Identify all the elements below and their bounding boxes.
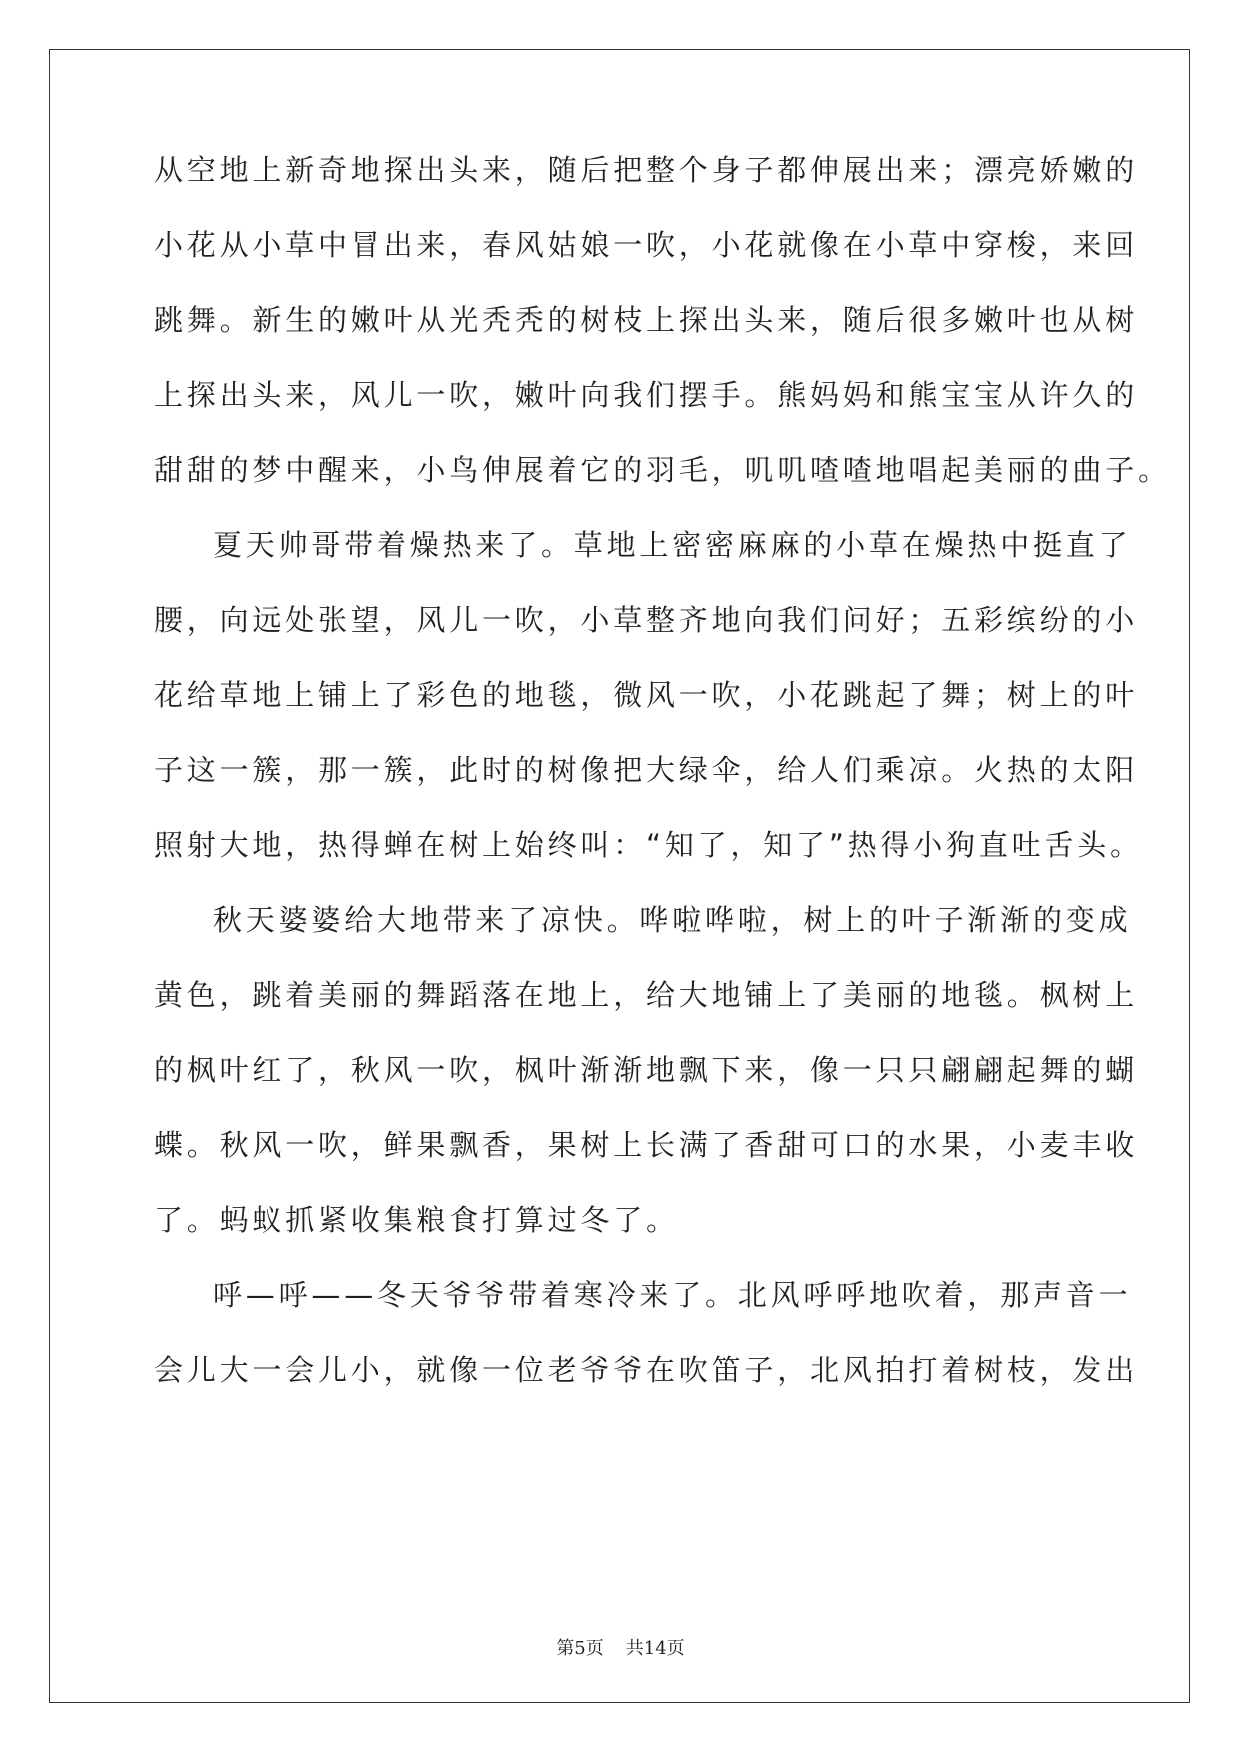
text-line: 小花从小草中冒出来，春风姑娘一吹，小花就像在小草中穿梭，来回 — [154, 228, 1139, 262]
page-number: 第5页 — [556, 1638, 604, 1659]
text-line: 从空地上新奇地探出头来，随后把整个身子都伸展出来；漂亮娇嫩的 — [154, 153, 1139, 187]
text-line: 照射大地，热得蝉在树上始终叫：“知了，知了”热得小狗直吐舌头。 — [154, 828, 1143, 862]
page-total: 共14页 — [625, 1638, 685, 1659]
text-line: 上探出头来，风儿一吹，嫩叶向我们摆手。熊妈妈和熊宝宝从许久的 — [154, 378, 1139, 412]
page-footer — [0, 1634, 1241, 1660]
text-line: 跳舞。新生的嫩叶从光秃秃的树枝上探出头来，随后很多嫩叶也从树 — [154, 303, 1139, 337]
text-line: 腰，向远处张望，风儿一吹，小草整齐地向我们问好；五彩缤纷的小 — [154, 603, 1139, 637]
text-line: 的枫叶红了，秋风一吹，枫叶渐渐地飘下来，像一只只翩翩起舞的蝴 — [154, 1053, 1139, 1087]
page-border — [49, 49, 1190, 1703]
text-line: 甜甜的梦中醒来，小鸟伸展着它的羽毛，叽叽喳喳地唱起美丽的曲子。 — [154, 453, 1171, 487]
paragraph-first-line: 呼—呼——冬天爷爷带着寒冷来了。北风呼呼地吹着，那声音一 — [213, 1278, 1132, 1312]
text-line: 子这一簇，那一簇，此时的树像把大绿伞，给人们乘凉。火热的太阳 — [154, 753, 1139, 787]
text-line: 花给草地上铺上了彩色的地毯，微风一吹，小花跳起了舞；树上的叶 — [154, 678, 1139, 712]
text-line: 了。蚂蚁抓紧收集粮食打算过冬了。 — [154, 1203, 679, 1237]
text-line: 会儿大一会儿小，就像一位老爷爷在吹笛子，北风拍打着树枝，发出 — [154, 1353, 1139, 1387]
paragraph-first-line: 夏天帅哥带着燥热来了。草地上密密麻麻的小草在燥热中挺直了 — [213, 528, 1132, 562]
text-line: 蝶。秋风一吹，鲜果飘香，果树上长满了香甜可口的水果，小麦丰收 — [154, 1128, 1139, 1162]
text-line: 黄色，跳着美丽的舞蹈落在地上，给大地铺上了美丽的地毯。枫树上 — [154, 978, 1139, 1012]
paragraph-first-line: 秋天婆婆给大地带来了凉快。哗啦哗啦，树上的叶子渐渐的变成 — [213, 903, 1132, 937]
